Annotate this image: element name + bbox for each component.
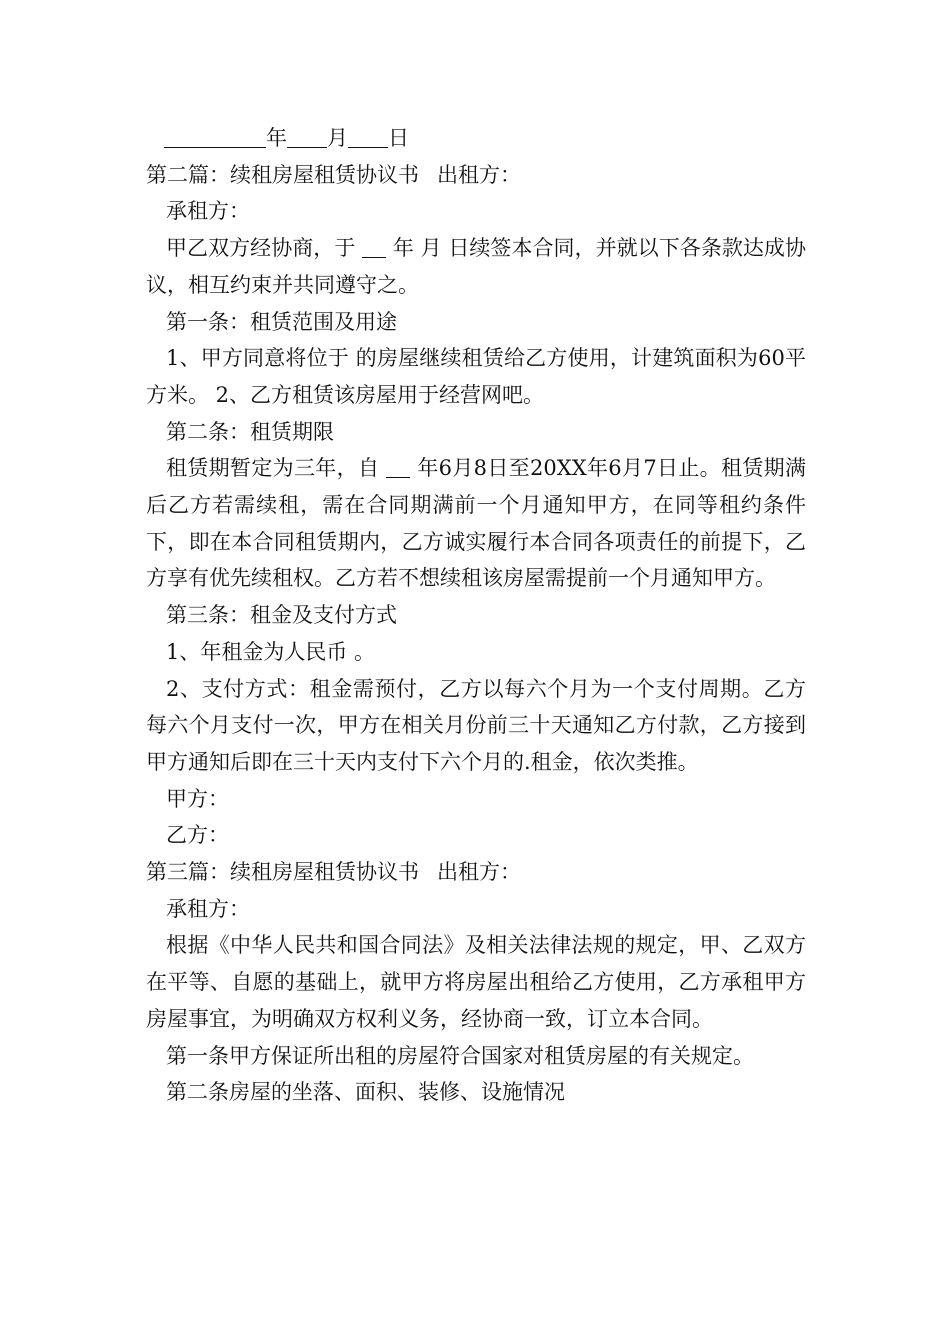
day-label: 日 (388, 126, 409, 150)
section2-art1-text: 1、甲方同意将位于 的房屋继续租赁给乙方使用，计建筑面积为60平方米。 2、乙方租赁该房屋用于经营网吧。 (146, 346, 806, 407)
section2-art3-item1: 1、年租金为人民币 。 (166, 639, 376, 664)
date-line (146, 120, 806, 157)
section3-lessor: 出租方： (437, 860, 521, 885)
section2-intro-a: 甲乙双方经协商，于 (166, 236, 356, 261)
section2-heading: 第二篇：续租房屋租赁协议书 (146, 162, 419, 187)
section2-lessor: 出租方： (437, 162, 521, 187)
section2-art2-text-b: 年6月8日至20XX年6月7日止。租赁期满后乙方若需续租，需在合同期满前一个月通知甲方，在同等租约条件下，即在本合同租赁期内，乙方诚实履行本合同各项责任的前提下，乙方享有优先续租权。乙方若不想续租该房屋需提前一个月通知甲方。 (146, 456, 806, 591)
section2-art3-title: 第三条：租金及支付方式 (166, 603, 397, 628)
section2-party-a: 甲方： (166, 786, 229, 811)
section3-art2: 第二条房屋的坐落、面积、装修、设施情况 (166, 1080, 565, 1105)
section2-art2-text-a: 租赁期暂定为三年，自 (166, 456, 380, 481)
section2-intro-b: 年 月 日续签本合同，并就以下各条款达成协议，相互约束并共同遵守之。 (146, 236, 806, 297)
section3-intro: 根据《中华人民共和国合同法》及相关法律法规的规定，甲、乙双方在平等、自愿的基础上，就甲方将房屋出租给乙方使用，乙方承租甲方房屋事宜，为明确双方权利义务，经协商一致，订立本合同。 (146, 933, 806, 1031)
section2-intro (146, 230, 806, 303)
intro-year-blank (362, 235, 386, 258)
term-year-blank (386, 455, 410, 478)
year-blank (164, 125, 266, 148)
day-blank (348, 125, 388, 148)
section2-art1-title: 第一条：租赁范围及用途 (166, 309, 397, 334)
section3-lessee: 承租方： (166, 896, 250, 921)
year-label: 年 (266, 126, 287, 150)
document-page (146, 120, 806, 1111)
section2-art2-text (146, 450, 806, 597)
section3-heading: 第三篇：续租房屋租赁协议书 (146, 860, 419, 885)
section2-art3-item2: 2、支付方式：租金需预付，乙方以每六个月为一个支付周期。乙方每六个月支付一次，甲方在相关月份前三十天通知乙方付款，乙方接到甲方通知后即在三十天内支付下六个月的.租金，依次类推。 (146, 676, 806, 774)
section2-party-b: 乙方： (166, 823, 229, 848)
section2-heading-line (146, 157, 806, 194)
month-blank (287, 125, 327, 148)
section2-lessee: 承租方： (166, 199, 250, 224)
section3-art1: 第一条甲方保证所出租的房屋符合国家对租赁房屋的有关规定。 (166, 1043, 754, 1068)
section2-art2-title: 第二条：租赁期限 (166, 419, 334, 444)
section3-heading-line (146, 854, 806, 891)
month-label: 月 (327, 126, 348, 150)
